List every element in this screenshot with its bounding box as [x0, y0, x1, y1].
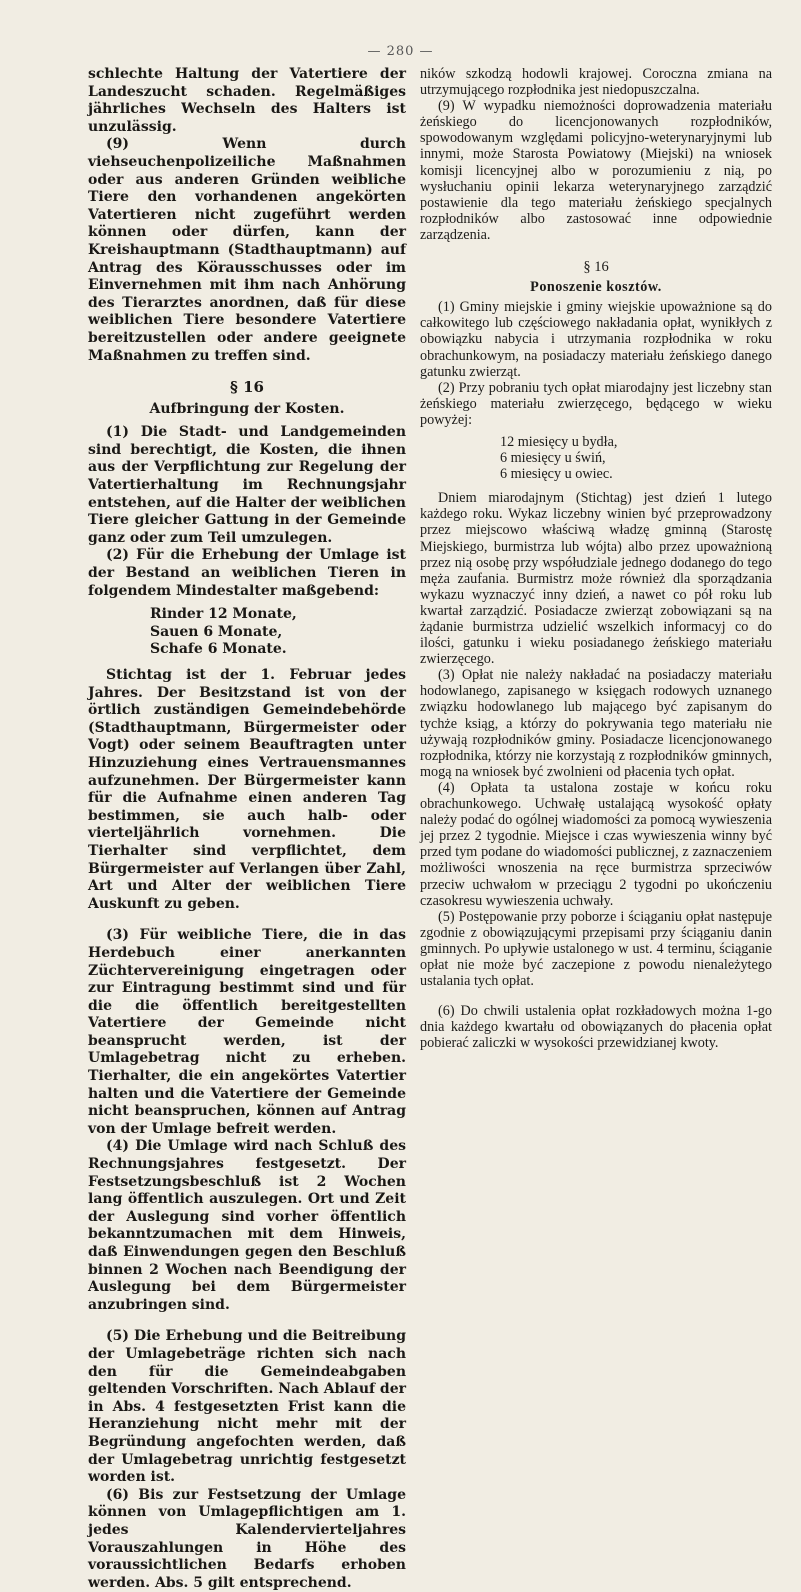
german-intro-paragraph: schlechte Haltung der Vatertiere der Landeszucht schaden. Regelmäßiges jährliches Wechseln des Halters ist unzulässig.	[88, 66, 406, 135]
polish-paragraph-3: (3) Opłat nie należy nakładać na posiadaczy materiału hodowlanego, zapisanego w księgach rodowych uznanego związku hodowlanego lub mającego być zapisanym do tychże ksiąg, a którzy do pokrywania tego materiału nie używają rozpłodników gminy. Posiadacze licencjonowanego rozpłodnika, którzy nie korzystają z rozpłodników gminnych, mogą na wniosek być zwolnieni od płacenia tych opłat.	[420, 667, 772, 780]
polish-list-item: 6 miesięcy u świń,	[500, 450, 606, 467]
german-paragraph-4: (4) Die Umlage wird nach Schluß des Rechnungsjahres festgesetzt. Der Festsetzungsbeschluß ist 2 Wochen lang öffentlich auszulegen. Ort und Zeit der Auslegung sind vorher öffentlich bekanntzumachen mit dem Hinweis, daß Einwendungen gegen den Beschluß binnen 2 Wochen nach Beendigung der Auslegung bei dem Bürgermeister anzubringen sind.	[88, 1138, 406, 1313]
german-age-list	[88, 606, 406, 659]
german-column	[88, 66, 406, 1592]
german-paragraph-6: (6) Bis zur Festsetzung der Umlage können von Umlagepflichtigen am 1. jedes Kalendervierteljahres Vorauszahlungen in Höhe des voraussichtlichen Bedarfs erhoben werden. Abs. 5 gilt entsprechend.	[88, 1486, 406, 1591]
polish-age-list	[420, 434, 772, 482]
polish-paragraph-4: (4) Opłata ta ustalona zostaje w końcu roku obrachunkowego. Uchwałę ustalającą wysokość opłaty należy podać do ogólnej wiadomości za pomocą wywieszenia jej przez 2 tygodnie. Miejsce i czas wywieszenia winny być przed tym podane do wiadomości publicznej, z zaznaczeniem możliwości wnoszenia na ręce burmistrza sprzeciwów przeciw uchwałom w przeciągu 2 tygodni po ukończeniu czasokresu wywieszenia uchwały.	[420, 779, 772, 909]
german-list-item: Rinder 12 Monate,	[150, 606, 297, 623]
polish-paragraph-2: (2) Przy pobraniu tych opłat miarodajny jest liczebny stan żeńskiego materiału zwierzęcego, będącego w wieku powyżej:	[420, 379, 772, 428]
polish-column	[420, 66, 772, 1051]
polish-paragraph-9: (9) W wypadku niemożności doprowadzenia materiału żeńskiego do licencjonowanych rozpłodników, spowodowanym względami policyjno-weterynaryjnymi lub innymi, może Starosta Powiatowy (Miejski) na wniosek komisji licencyjnej albo w porozumieniu z nią, po wysłuchaniu opinii lekarza weterynaryjnego zarządzić postawienie dla tego materiału żeńskiego specjalnych rozpłodników albo zastosować inne odpowiednie zarządzenia.	[420, 98, 772, 243]
page-number: — 280 —	[367, 44, 434, 59]
polish-paragraph-6: (6) Do chwili ustalenia opłat rozkładowych można 1-go dnia każdego kwartału od obowiązanych do płacenia opłat pobierać zaliczki w wysokości przewidzianej kwoty.	[420, 1003, 772, 1052]
german-list-item: Schafe 6 Monate.	[150, 641, 287, 658]
german-paragraph-stichtag: Stichtag ist der 1. Februar jedes Jahres. Der Besitzstand ist von der örtlich zuständigen Gemeindebehörde (Stadthauptmann, Bürgermeister oder Vogt) oder seinem Beauftragten unter Hinzuziehung eines Vertrauensmannes aufzunehmen. Der Bürgermeister kann für die Aufnahme einen anderen Tag bestimmen, sie auch halb- oder vierteljährlich vornehmen. Die Tierhalter sind verpflichtet, dem Bürgermeister auf Verlangen über Zahl, Art und Alter der weiblichen Tiere Auskunft zu geben.	[88, 667, 406, 912]
german-paragraph-1: (1) Die Stadt- und Landgemeinden sind berechtigt, die Kosten, die ihnen aus der Verpflichtung zur Regelung der Vatertierhaltung im Rechnungsjahr entstehen, auf die Halter der weiblichen Tiere gleicher Gattung in der Gemeinde ganz oder zum Teil umzulegen.	[88, 424, 406, 546]
german-section-heading: § 16	[230, 378, 264, 397]
polish-paragraph-stichtag: Dniem miarodajnym (Stichtag) jest dzień 1 lutego każdego roku. Wykaz liczebny winien być przeprowadzony przez miejscowo właściwą władzę gminną (Starostę Miejskiego, burmistrza lub wójta) albo przez upoważnioną przez nią osobę przy współudziale jednego dodanego do tego męża zaufania. Burmistrz może również dla sporządzania wykazu wyznaczyć inny dzień, a nawet co pół roku lub kwartał zarządzić. Posiadacze zwierząt zobowiązani są na żądanie burmistrza udzielić wszelkich informacyj co do ilości, gatunku i wieku posiadanego żeńskiego materiału zwierzęcego.	[420, 490, 772, 668]
polish-section-heading: § 16	[583, 259, 609, 276]
polish-list-item: 12 miesięcy u bydła,	[500, 433, 618, 450]
german-paragraph-2: (2) Für die Erhebung der Umlage ist der Bestand an weiblichen Tieren in folgendem Mindestalter maßgebend:	[88, 547, 406, 599]
polish-paragraph-5: (5) Postępowanie przy poborze i ściąganiu opłat następuje zgodnie z obowiązującymi przepisami przy ściąganiu danin gminnych. Po upływie ustalonego w ust. 4 terminu, ściąganie opłat nie może być zaczepione z powodu nienależytego ustalania tych opłat.	[420, 908, 772, 990]
polish-paragraph-1: (1) Gminy miejskie i gminy wiejskie upoważnione są do całkowitego lub częściowego nakładania opłat, wynikłych z obowiązku nabycia i utrzymania rozpłodnika w roku obrachunkowym, na posiadaczy materiału żeńskiego danego gatunku zwierząt.	[420, 299, 772, 380]
polish-intro-paragraph: ników szkodzą hodowli krajowej. Coroczna zmiana na utrzymującego rozpłodnika jest niedopuszczalna.	[420, 66, 772, 99]
german-section-title: Aufbringung der Kosten.	[149, 400, 345, 417]
german-paragraph-9: (9) Wenn durch viehseuchenpolizeiliche Maßnahmen oder aus anderen Gründen weibliche Tiere den vorhandenen angekörten Vatertieren nicht zugeführt werden können oder dürfen, kann der Kreishauptmann (Stadthauptmann) auf Antrag des Körausschusses oder im Einvernehmen mit ihm nach Anhörung des Tierarztes anordnen, daß für diese weiblichen Tiere besondere Vatertiere bereitzustellen oder andere geeignete Maßnahmen zu treffen sind.	[88, 136, 406, 364]
german-paragraph-5: (5) Die Erhebung und die Beitreibung der Umlagebeträge richten sich nach den für die Gemeindeabgaben geltenden Vorschriften. Nach Ablauf der in Abs. 4 festgesetzten Frist kann die Heranziehung nicht mehr mit der Begründung angefochten werden, daß der Umlagebetrag unrichtig festgesetzt worden ist.	[88, 1328, 406, 1486]
polish-section-title: Ponoszenie kosztów.	[530, 279, 662, 296]
polish-list-item: 6 miesięcy u owiec.	[500, 466, 613, 483]
german-paragraph-3: (3) Für weibliche Tiere, die in das Herdebuch einer anerkannten Züchtervereinigung eingetragen oder zur Eintragung bestimmt sind und für die die öffentlich bereitgestellten Vatertiere der Gemeinde nicht beansprucht werden, ist der Umlagebetrag nicht zu erheben. Tierhalter, die ein angekörtes Vatertier halten und die Vatertiere der Gemeinde nicht beanspruchen, können auf Antrag von der Umlage befreit werden.	[88, 927, 406, 1137]
german-list-item: Sauen 6 Monate,	[150, 623, 283, 640]
